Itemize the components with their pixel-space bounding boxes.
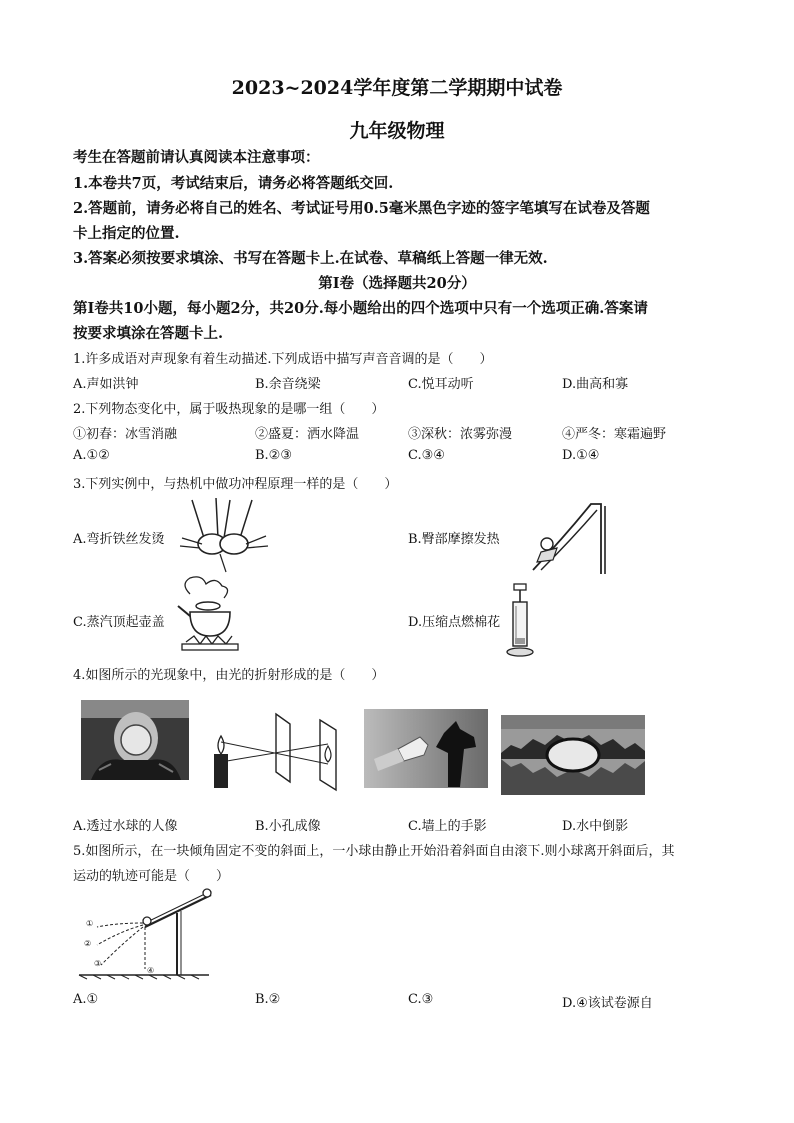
section-desc-2: 按要求填涂在答题卡上. (73, 325, 224, 342)
q2-option-a: A.①② (73, 448, 110, 463)
q2-option-b: B.②③ (255, 448, 292, 463)
q4-option-a: A.透过水球的人像 (73, 819, 178, 834)
q1-stem: 1.许多成语对声现象有着生动描述.下列成语中描写声音音调的是（ ） (73, 352, 493, 367)
q4-option-d: D.水中倒影 (562, 819, 629, 834)
pinhole-camera-diagram (208, 712, 356, 792)
q5-stem-1: 5.如图所示，在一块倾角固定不变的斜面上，一小球由静止开始沿着斜面自由滚下.则小球离开斜面后，其 (73, 844, 675, 859)
q2-item-1: ①初春：冰雪消融 (73, 427, 178, 442)
q5-option-b: B.② (255, 992, 281, 1007)
q3-option-b: B.臀部摩擦发热 (408, 532, 500, 547)
section-desc-1: 第Ⅰ卷共10小题，每小题2分，共20分.每小题给出的四个选项中只有一个选项正确.答案请 (73, 300, 648, 317)
q2-option-d: D.①④ (562, 448, 600, 463)
slide-child-figure (505, 496, 615, 576)
notice-item-1: 1.本卷共7页，考试结束后，请务必将答题纸交回. (73, 175, 394, 192)
trajectory-marker-3: ③ (94, 959, 102, 968)
bent-wire-hands-figure (172, 498, 272, 576)
q3-option-a: A.弯折铁丝发烫 (73, 532, 165, 547)
compression-syringe-figure (505, 582, 535, 660)
q5-option-c: C.③ (408, 992, 434, 1007)
q4-option-c: C.墙上的手影 (408, 819, 487, 834)
water-ball-photo (81, 700, 189, 780)
notice-heading: 考生在答题前请认真阅读本注意事项： (73, 149, 320, 166)
steam-kettle-figure (172, 576, 252, 654)
exam-subtitle: 九年级物理 (349, 120, 445, 142)
exam-title: 2023~2024学年度第二学期期中试卷 (231, 77, 563, 99)
q1-option-a: A.声如洪钟 (73, 377, 139, 392)
q5-option-a: A.① (73, 992, 99, 1007)
hand-shadow-photo (364, 709, 488, 788)
trajectory-marker-4: ④ (147, 966, 155, 975)
q2-item-3: ③深秋：浓雾弥漫 (408, 427, 513, 442)
q1-option-b: B.余音绕梁 (255, 377, 321, 392)
q2-item-2: ②盛夏：洒水降温 (255, 427, 360, 442)
q5-stem-2: 运动的轨迹可能是（ ） (73, 869, 230, 884)
q1-option-c: C.悦耳动听 (408, 377, 474, 392)
section-title: 第Ⅰ卷（选择题共20分） (318, 275, 476, 292)
q2-option-c: C.③④ (408, 448, 445, 463)
q3-stem: 3.下列实例中，与热机中做功冲程原理一样的是（ ） (73, 477, 398, 492)
trajectory-marker-1: ① (86, 919, 94, 928)
q1-option-d: D.曲高和寡 (562, 377, 629, 392)
q5-option-d: D.④该试卷源自 (562, 996, 653, 1011)
notice-item-3: 3.答案必须按要求填涂、书写在答题卡上.在试卷、草稿纸上答题一律无效. (73, 250, 548, 267)
q2-item-4: ④严冬：寒霜遍野 (562, 427, 667, 442)
notice-item-2-cont: 卡上指定的位置. (73, 225, 180, 242)
q3-option-d: D.压缩点燃棉花 (408, 615, 501, 630)
water-reflection-photo (501, 715, 645, 795)
q4-stem: 4.如图所示的光现象中，由光的折射形成的是（ ） (73, 668, 385, 683)
q4-option-b: B.小孔成像 (255, 819, 321, 834)
notice-item-2: 2.答题前，请务必将自己的姓名、考试证号用0.5毫米黑色字迹的签字笔填写在试卷及答题 (73, 200, 650, 217)
trajectory-marker-2: ② (84, 939, 92, 948)
q2-stem: 2.下列物态变化中，属于吸热现象的是哪一组（ ） (73, 402, 385, 417)
q3-option-c: C.蒸汽顶起壶盖 (73, 615, 165, 630)
